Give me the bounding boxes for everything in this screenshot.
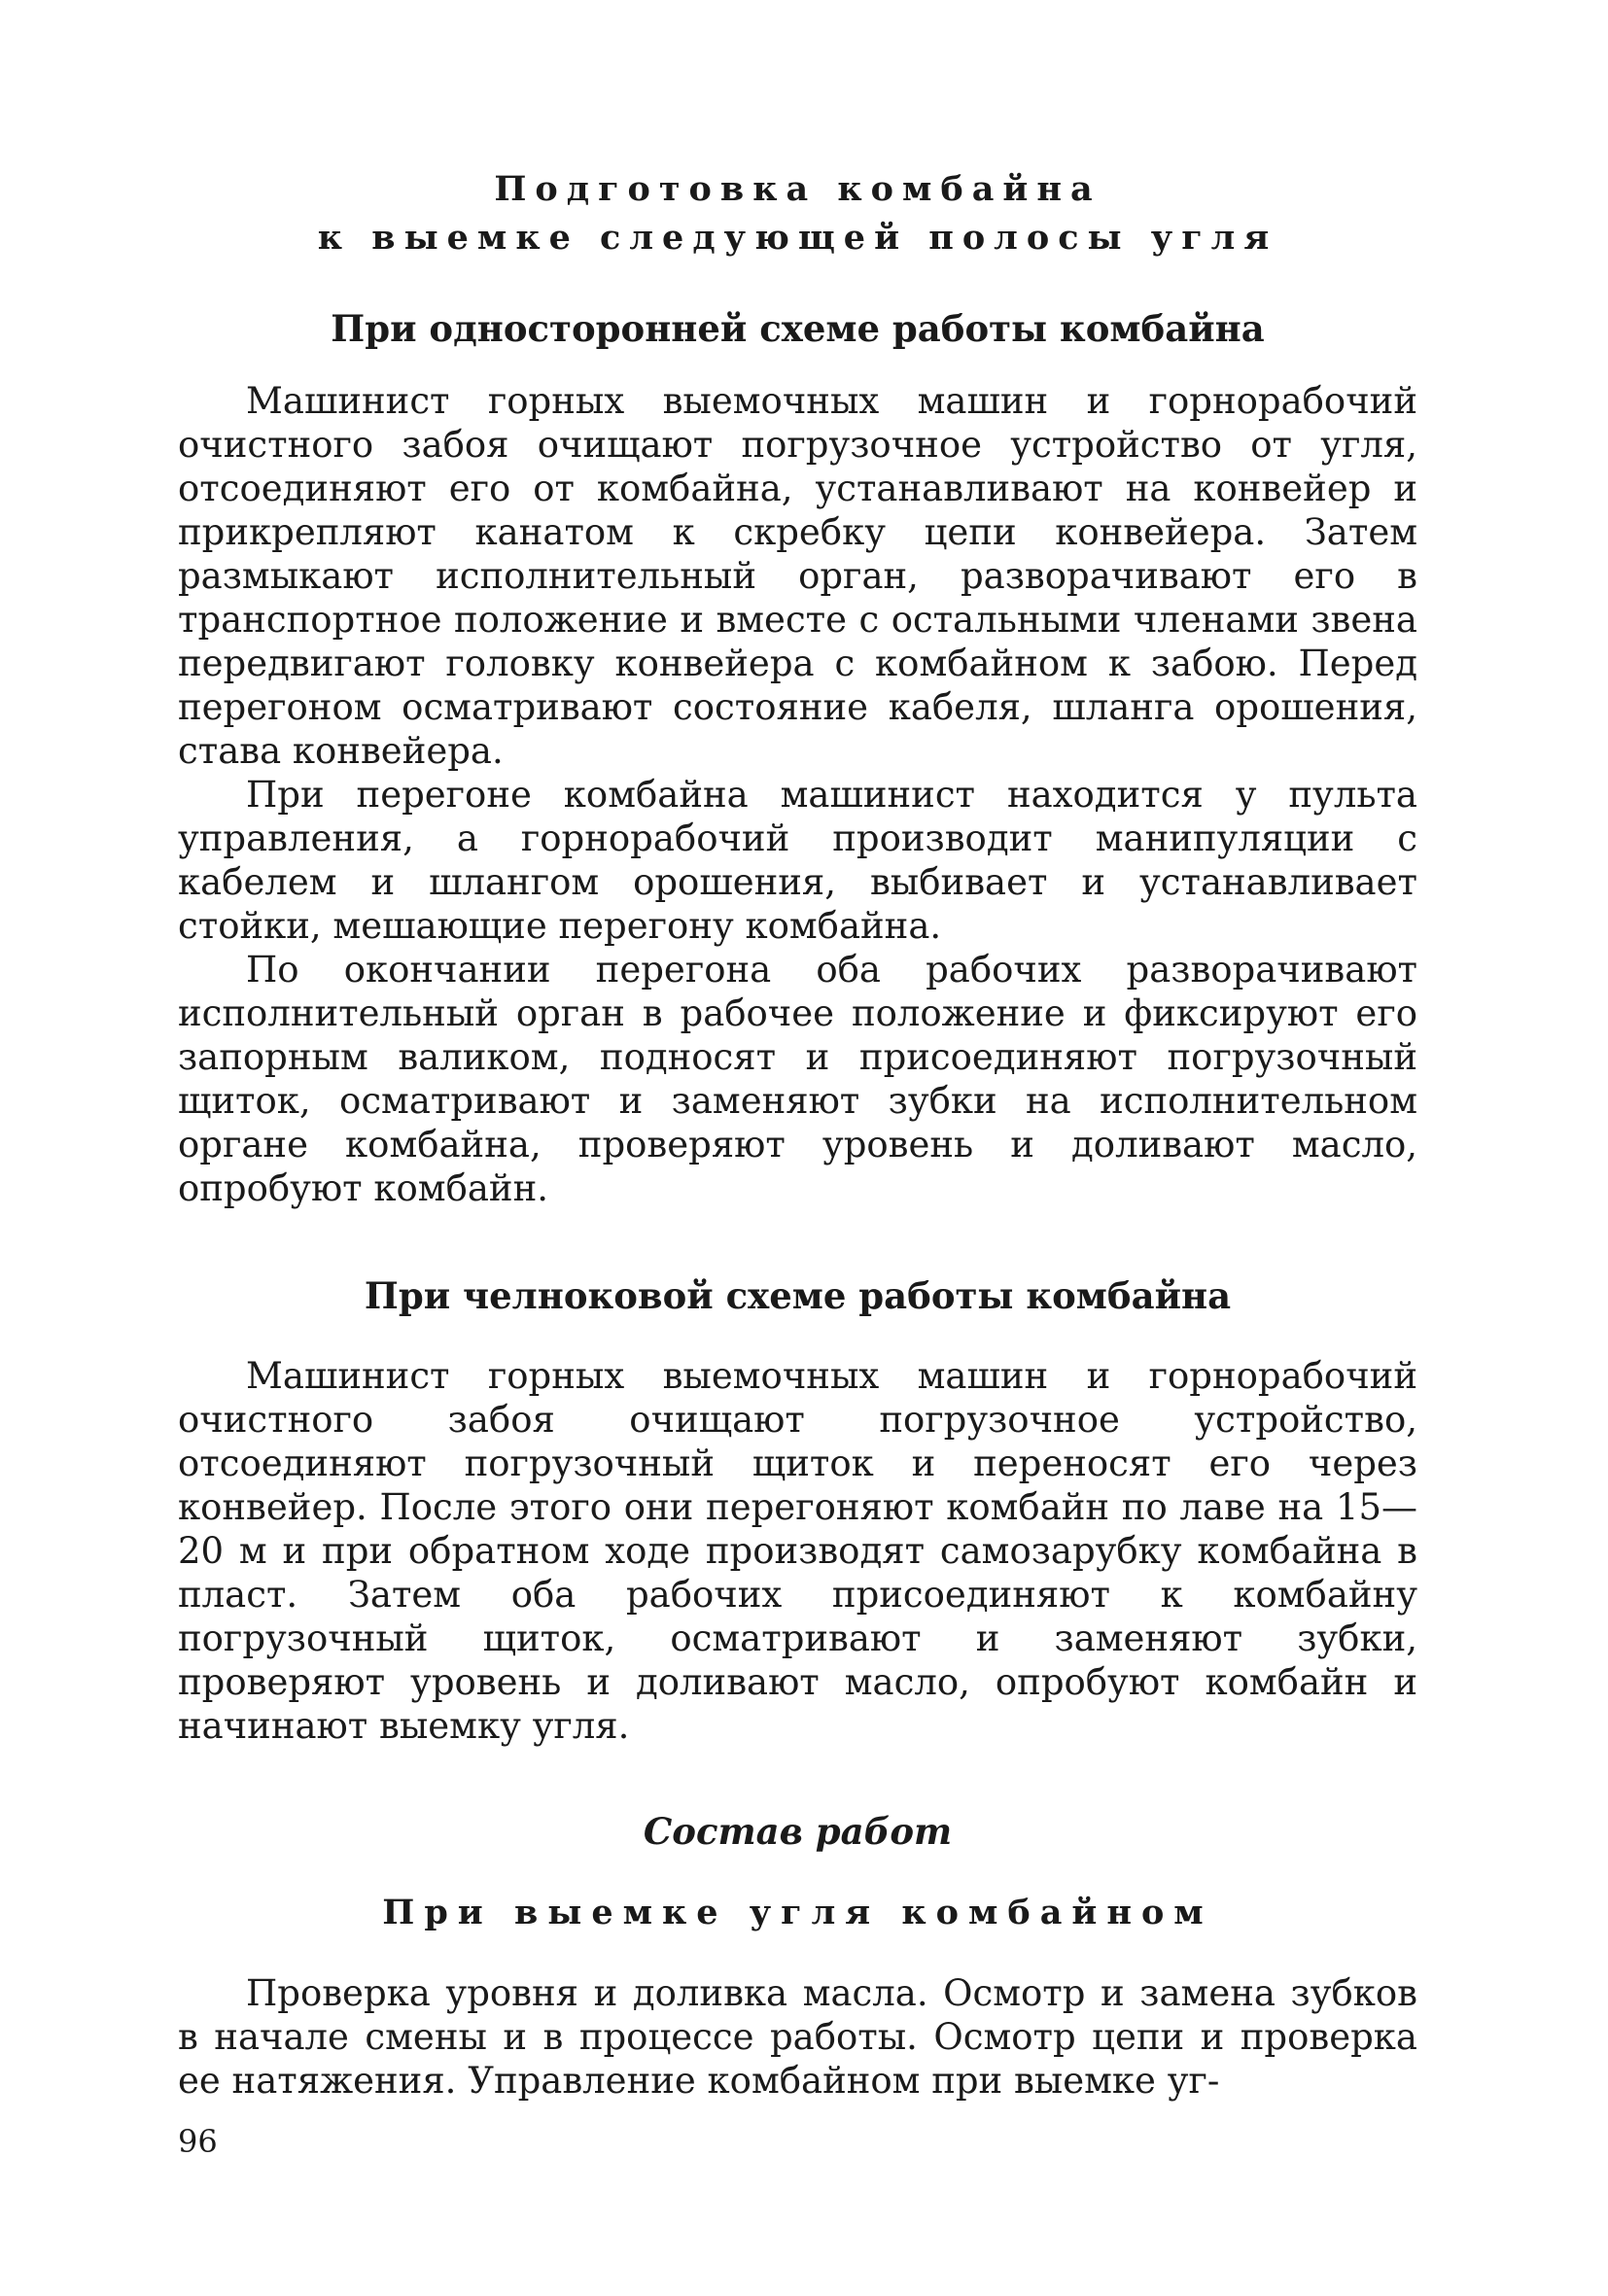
italic-heading-work-composition: Состав работ [643,1810,953,1853]
paragraph: Машинист горных выемочных машин и горнорабочий очистного забоя очищают погрузочное устройство от угля, отсоединяют его от комбайна, устанавливают на конвейер и прикрепляют канатом к скребку цепи конвейера. Затем размыкают исполнительный орган, разворачивают его в транспортное положение и вместе с остальными членами звена передвигают головку конвейера с комбайном к забою. Перед перегоном осматривают состояние кабеля, шланга орошения, става конвейера. [178,380,1417,772]
section-title-line-1: Подготовка комбайна [494,169,1101,209]
paragraph: Машинист горных выемочных машин и горнорабочий очистного забоя очищают погрузочное устройство, отсоединяют погрузочный щиток и переносят его через конвейер. После этого они перегоняют комбайн по лаве на 15—20 м и при обратном ходе производят самозарубку комбайна в пласт. Затем оба рабочих присоединяют к комбайну погрузочный щиток, осматривают и заменяют зубки, проверяют уровень и доливают масло, опробуют комбайн и начинают выемку угля. [178,1355,1417,1747]
subsection-heading-shuttle: При челноковой схеме работы комбайна [364,1274,1232,1317]
subsection-heading-coal-extraction: При выемке угля комбайном [382,1893,1213,1932]
paragraph: По окончании перегона оба рабочих разворачивают исполнительный орган в рабочее положение и фиксируют его запорным валиком, подносят и присоединяют погрузочный щиток, осматривают и заменяют зубки на исполнительном органе комбайна, проверяют уровень и доливают масло, опробуют комбайн. [178,949,1417,1209]
paragraph: При перегоне комбайна машинист находится у пульта управления, а горнорабочий производит манипуляции с кабелем и шлангом орошения, выбивает и устанавливает стойки, мешающие перегону комбайна. [178,774,1417,947]
page-number: 96 [178,2123,218,2160]
section-title-line-2: к выемке следующей полосы угля [317,218,1278,258]
page-content [178,165,1417,2216]
subsection-heading-one-sided: При односторонней схеме работы комбайна [331,307,1265,350]
paragraph: Проверка уровня и доливка масла. Осмотр и замена зубков в начале смены и в процессе работы. Осмотр цепи и проверка ее натяжения. Управление комбайном при выемке уг- [178,1972,1417,2102]
